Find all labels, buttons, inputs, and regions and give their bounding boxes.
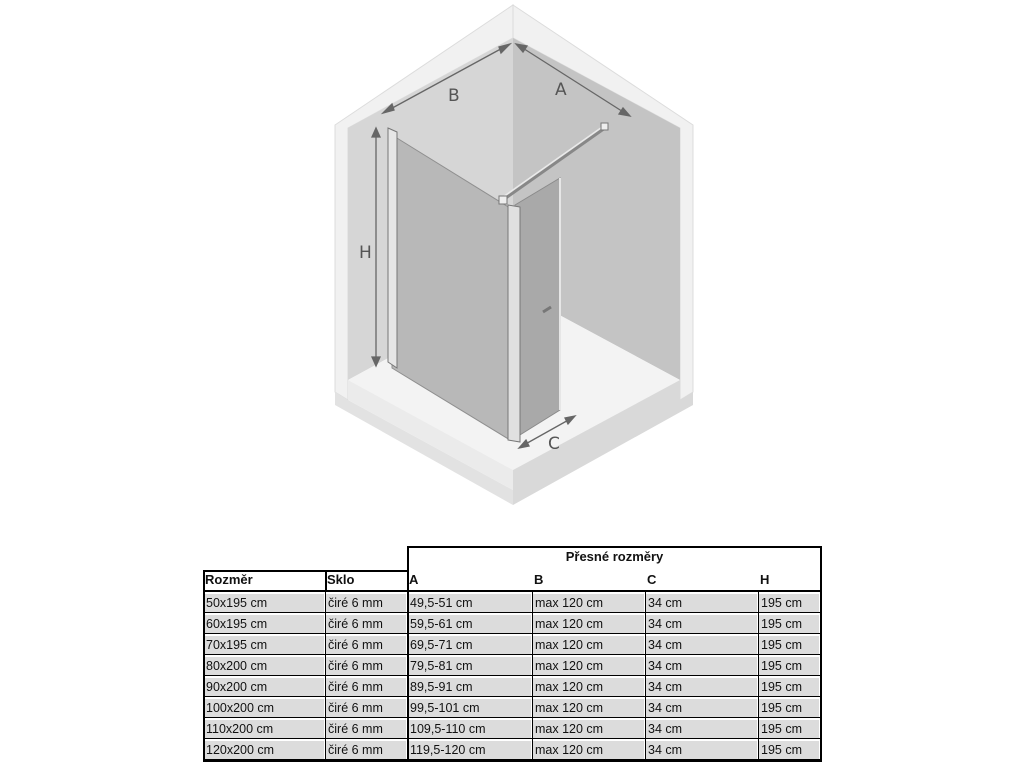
table-cell: 59,5-61 cm: [408, 615, 531, 633]
table-cell: 70x195 cm: [204, 636, 324, 654]
column-divider: [532, 590, 533, 760]
table-cell: čiré 6 mm: [326, 699, 406, 717]
row-divider: [203, 696, 822, 697]
row-divider: [203, 759, 822, 760]
table-cell: 195 cm: [759, 615, 819, 633]
column-header: Sklo: [327, 572, 355, 587]
table-cell: 79,5-81 cm: [408, 657, 531, 675]
table-cell: max 120 cm: [533, 615, 644, 633]
border-bottom: [203, 760, 822, 762]
table-cell: čiré 6 mm: [326, 741, 406, 759]
table-cell: max 120 cm: [533, 657, 644, 675]
stabilizer-clamp: [499, 196, 507, 204]
table-cell: 109,5-110 cm: [408, 720, 531, 738]
table-cell: 34 cm: [646, 657, 757, 675]
table-cell: max 120 cm: [533, 636, 644, 654]
column-header: B: [534, 572, 544, 587]
table-cell: 99,5-101 cm: [408, 699, 531, 717]
border-group-left: [407, 546, 409, 760]
glass-panel-side: [515, 178, 560, 438]
table-cell: 34 cm: [646, 636, 757, 654]
table-cell: 120x200 cm: [204, 741, 324, 759]
table-cell: max 120 cm: [533, 678, 644, 696]
dimension-h-label: H: [359, 243, 372, 263]
table-cell: 195 cm: [759, 594, 819, 612]
row-divider: [203, 717, 822, 718]
column-divider: [645, 590, 646, 760]
table-cell: 34 cm: [646, 678, 757, 696]
border-group-top: [407, 546, 822, 548]
table-cell: čiré 6 mm: [326, 636, 406, 654]
table-cell: 34 cm: [646, 720, 757, 738]
table-cell: 34 cm: [646, 741, 757, 759]
row-divider: [203, 738, 822, 739]
border-header-divider: [325, 570, 327, 592]
table-cell: 195 cm: [759, 741, 819, 759]
table-cell: max 120 cm: [533, 720, 644, 738]
table-cell: 195 cm: [759, 636, 819, 654]
table-cell: čiré 6 mm: [326, 678, 406, 696]
column-header: C: [647, 572, 657, 587]
dimension-c-label: C: [548, 434, 560, 454]
connecting-profile: [508, 205, 520, 442]
table-cell: 50x195 cm: [204, 594, 324, 612]
column-divider: [758, 590, 759, 760]
row-divider: [203, 654, 822, 655]
table-cell: 119,5-120 cm: [408, 741, 531, 759]
table-cell: čiré 6 mm: [326, 657, 406, 675]
table-cell: 110x200 cm: [204, 720, 324, 738]
table-cell: 34 cm: [646, 615, 757, 633]
row-divider: [203, 633, 822, 634]
stabilizer-wall-bracket: [601, 123, 608, 130]
table-cell: čiré 6 mm: [326, 615, 406, 633]
table-cell: 195 cm: [759, 678, 819, 696]
table-cell: čiré 6 mm: [326, 720, 406, 738]
column-header: A: [409, 572, 419, 587]
table-cell: 60x195 cm: [204, 615, 324, 633]
table-cell: 195 cm: [759, 699, 819, 717]
dimension-a-label: A: [555, 80, 567, 100]
wall-profile: [388, 128, 397, 368]
table-cell: 34 cm: [646, 594, 757, 612]
table-cell: max 120 cm: [533, 699, 644, 717]
border-header-top: [203, 570, 407, 572]
row-divider: [203, 612, 822, 613]
table-cell: 80x200 cm: [204, 657, 324, 675]
table-cell: 90x200 cm: [204, 678, 324, 696]
table-cell: max 120 cm: [533, 741, 644, 759]
border-left: [203, 570, 205, 762]
table-cell: 34 cm: [646, 699, 757, 717]
column-divider: [407, 590, 408, 760]
table-cell: 195 cm: [759, 720, 819, 738]
border-header-bottom: [203, 590, 822, 592]
column-header: H: [760, 572, 770, 587]
group-header: Přesné rozměry: [565, 549, 664, 564]
table-cell: 49,5-51 cm: [408, 594, 531, 612]
dimension-b-label: B: [448, 86, 460, 106]
table-cell: 69,5-71 cm: [408, 636, 531, 654]
column-header: Rozměr: [205, 572, 253, 587]
table-cell: 195 cm: [759, 657, 819, 675]
border-right: [820, 546, 822, 762]
column-divider: [325, 590, 326, 760]
table-cell: max 120 cm: [533, 594, 644, 612]
table-cell: čiré 6 mm: [326, 594, 406, 612]
table-cell: 89,5-91 cm: [408, 678, 531, 696]
row-divider: [203, 675, 822, 676]
table-cell: 100x200 cm: [204, 699, 324, 717]
